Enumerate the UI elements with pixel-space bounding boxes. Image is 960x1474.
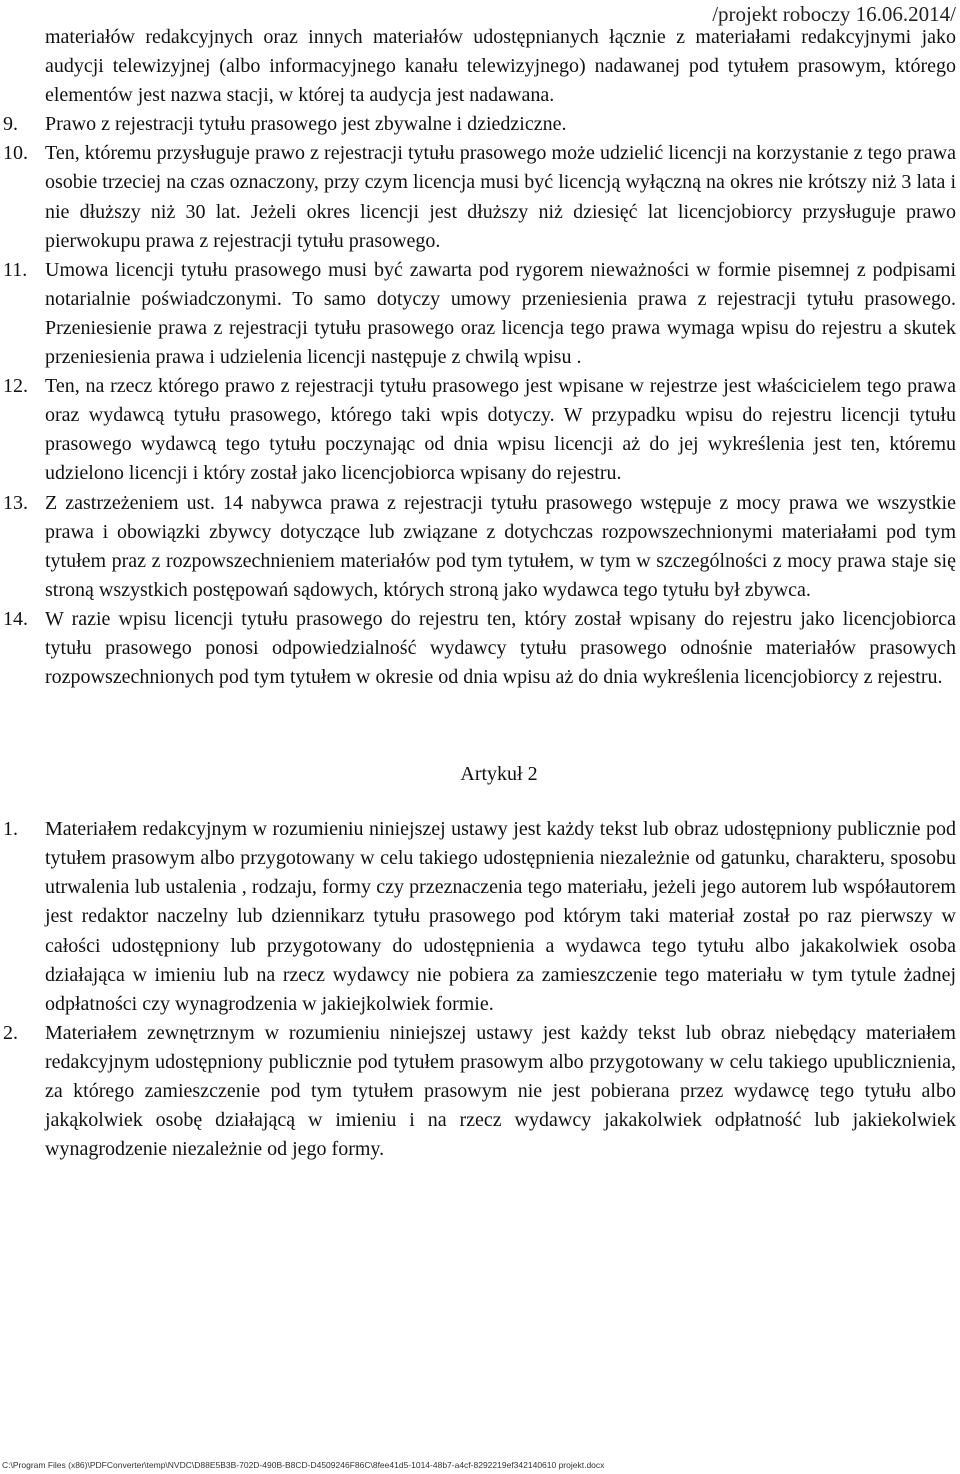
item-text: Materiałem redakcyjnym w rozumieniu niniejszej ustawy jest każdy tekst lub obraz udostępniony publicznie pod tytułem prasowym albo przygotowany w celu takiego udostępnienia niezależnie od gatunku, charakteru, sposobu utrwalenia lub ustalenia , rodzaju, formy czy przeznaczenia tego materiału, jeżeli jego autorem lub współautorem jest redaktor naczelny lub dziennikarz tytułu prasowego pod którym taki materiał został po raz pierwszy w całości udostępniony lub przygotowany do udostępnienia a wydawca tego tytułu albo jakakolwiek osoba działająca w imieniu lub na rzecz wydawcy nie pobiera za zamieszczenie tego materiału w tym tytule żadnej odpłatności czy wynagrodzenia w jakiejkolwiek formie. [45, 818, 956, 1015]
item-number: 13. [3, 491, 28, 514]
item-text: Ten, na rzecz którego prawo z rejestracji tytułu prasowego jest wpisane w rejestrze jest właścicielem tego prawa oraz wydawcą tytułu prasowego, którego taki wpis dotyczy. W przypadku wpisu do rejestru licencji tytułu prasowego wydawcą tego tytułu poczynając od dnia wpisu licencji aż do jej wykreślenia jest ten, któremu udzielono licencji i który został jako licencjobiorca wpisany do rejestru. [45, 375, 956, 485]
item-text: Prawo z rejestracji tytułu prasowego jest zbywalne i dziedziczne. [45, 113, 567, 136]
item-text: Materiałem zewnętrznym w rozumieniu niniejszej ustawy jest każdy tekst lub obraz niebędący materiałem redakcyjnym udostępniony publicznie pod tytułem prasowym albo przygotowany w celu takiego upublicznienia, za którego zamieszczenie pod tym tytułem prasowym nie jest pobierana przez wydawcę tego tytułu albo jakąkolwiek osobę działającą w imieniu i na rzecz wydawcy jakakolwiek odpłatność lub jakiekolwiek wynagrodzenie niezależnie od jego formy. [45, 1021, 956, 1161]
item-number: 14. [3, 607, 28, 630]
article-2-items [2, 815, 956, 1164]
list-item [2, 815, 956, 1019]
list-item [2, 605, 956, 692]
file-path-footer: C:\Program Files (x86)\PDFConverter\temp\NVDC\D88E5B3B-702D-490B-B8CD-D4509246F86C\8fee41d5-1014-48b7-a4cf-8292219ef342140610 projekt.docx [2, 1460, 605, 1470]
list-item [2, 489, 956, 605]
list-item [2, 110, 956, 139]
list-item [2, 256, 956, 372]
list-item [2, 1019, 956, 1164]
item-number: 9. [3, 113, 18, 136]
item-number: 10. [3, 142, 28, 165]
document-body [2, 23, 956, 1164]
item-number: 2. [3, 1021, 18, 1044]
item-number: 1. [3, 818, 18, 841]
item-text: Umowa licencji tytułu prasowego musi być zawarta pod rygorem nieważności w formie pisemnej z podpisami notarialnie poświadczonymi. To samo dotyczy umowy przeniesienia prawa z rejestracji tytułu prasowego. Przeniesienie prawa z rejestracji tytułu prasowego oraz licencja tego prawa wymaga wpisu do rejestru a skutek przeniesienia prawa i udzielenia licencji następuje z chwilą wpisu . [45, 258, 956, 369]
item-number: 11. [3, 258, 28, 281]
article-2-heading: Artykuł 2 [460, 763, 538, 786]
item-text: W razie wpisu licencji tytułu prasowego do rejestru ten, który został wpisany do rejestru jako licencjobiorca tytułu prasowego ponosi odpowiedzialność wydawcy tytułu prasowego odnośnie materiałów prasowych rozpowszechnionych pod tym tytułem w okresie od dnia wpisu aż do dnia wykreślenia licencjobiorcy z rejestru. [45, 607, 956, 689]
continuation-paragraph: materiałów redakcyjnych oraz innych materiałów udostępnianych łącznie z materiałami redakcyjnymi jako audycji telewizyjnej (albo informacyjnego kanału telewizyjnego) nadawanej pod tytułem prasowym, którego elementów jest nazwa stacji, w której ta audycja jest nadawana. [45, 26, 956, 107]
draft-header: /projekt roboczy 16.06.2014/ [712, 2, 956, 26]
item-text: Ten, któremu przysługuje prawo z rejestracji tytułu prasowego może udzielić licencji na korzystanie z tego prawa osobie trzeciej na czas oznaczony, przy czym licencja musi być licencją wyłączną na okres nie krótszy niż 3 lata i nie dłuższy niż 30 lat. Jeżeli okres licencji jest dłuższy niż dziesięć lat licencjobiorcy przysługuje prawo pierwokupu prawa z rejestracji tytułu prasowego. [45, 142, 956, 252]
list-item [2, 372, 956, 488]
article-1-items [2, 110, 956, 692]
list-item [2, 139, 956, 255]
item-number: 12. [3, 375, 28, 398]
item-text: Z zastrzeżeniem ust. 14 nabywca prawa z rejestracji tytułu prasowego wstępuje z mocy prawa we wszystkie prawa i obowiązki zbywcy dotyczące lub związane z dotychczas rozpowszechnionymi materiałami pod tym tytułem praz z rozpowszechnieniem materiałów pod tym tytułem, w tym w szczególności z mocy prawa staje się stroną wszystkich postępowań sądowych, których stroną jako wydawca tego tytułu był zbywca. [45, 491, 956, 601]
